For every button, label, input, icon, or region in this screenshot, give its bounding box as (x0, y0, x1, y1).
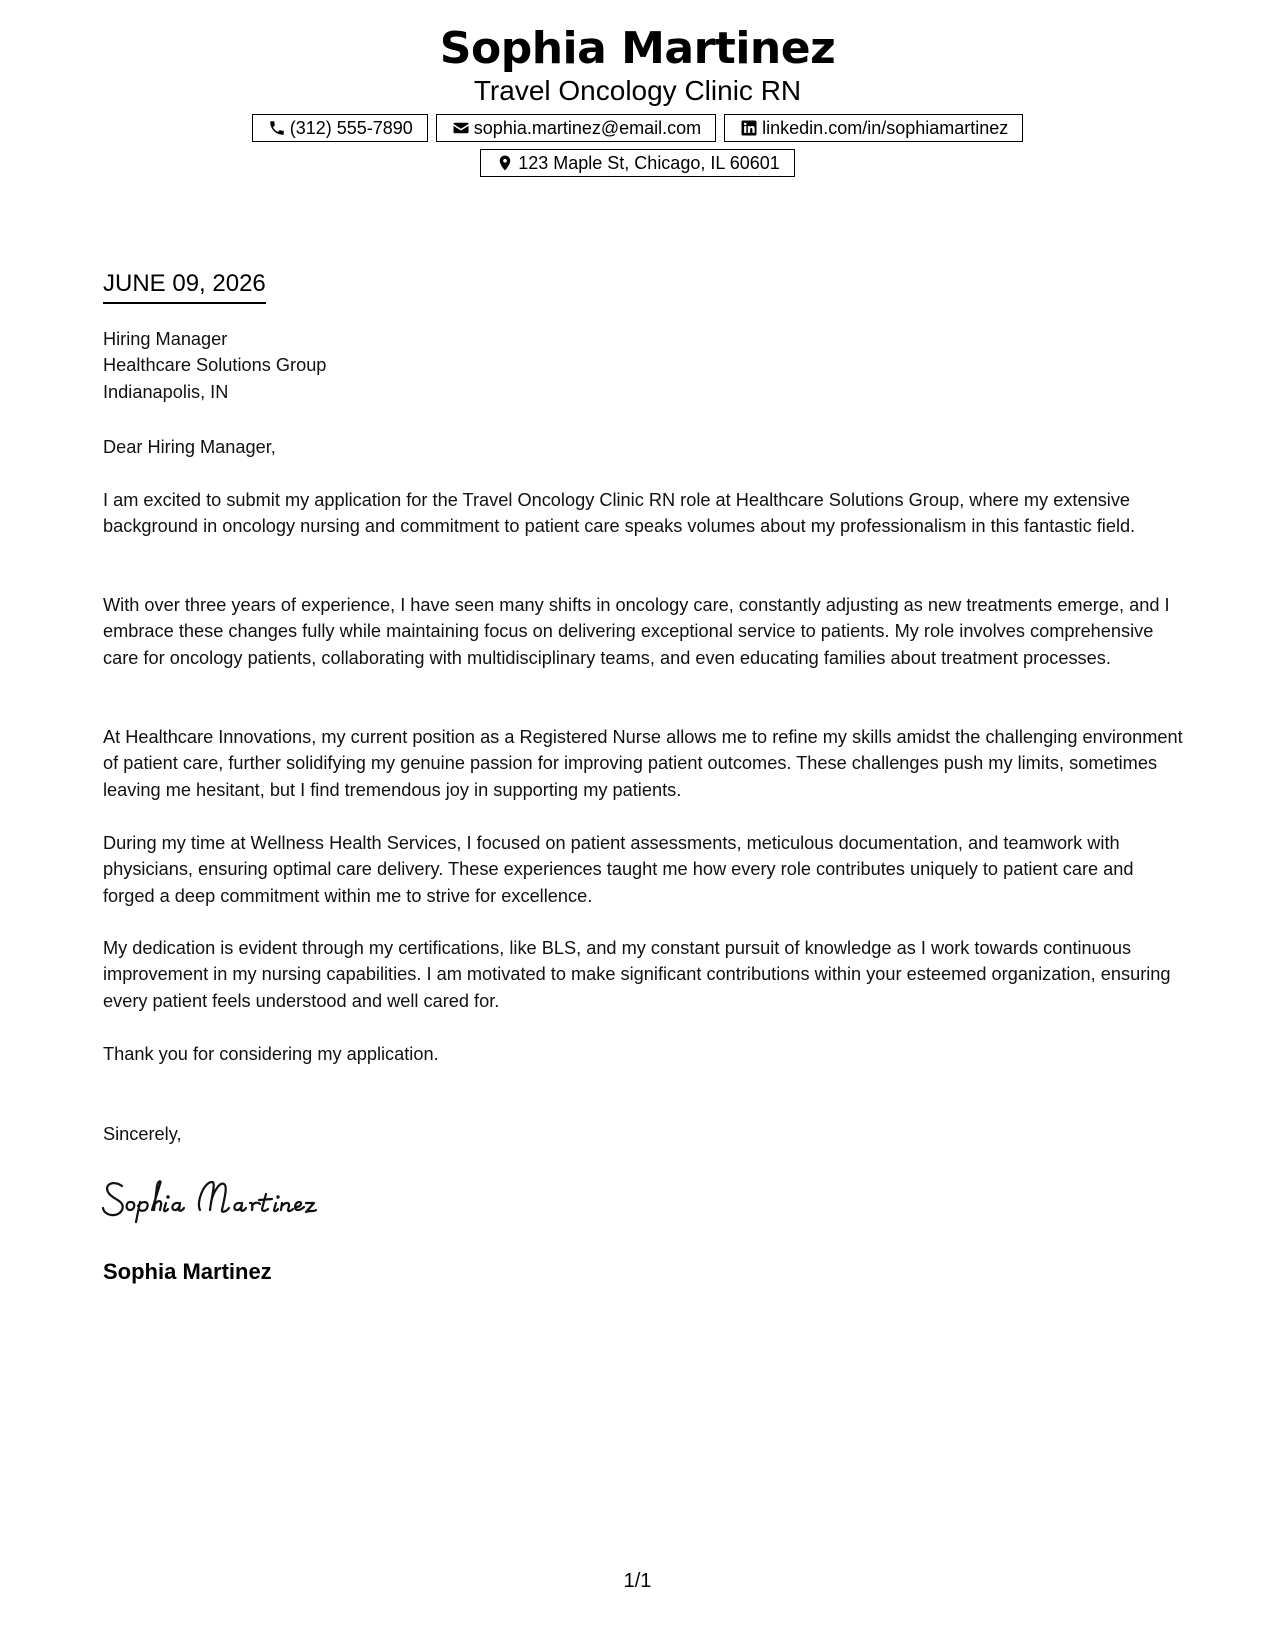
letter-paragraph: With over three years of experience, I have seen many shifts in oncology care, constantly adjusting as new treatments emerge, and I embrace these changes fully while maintaining focus on delivering exceptional service to patients. My role involves comprehensive care for oncology patients, collaborating with multidisciplinary teams, and even educating families about treatment processes. (103, 595, 1170, 668)
recipient-line: Hiring Manager (103, 329, 228, 349)
phone-text: (312) 555-7890 (289, 117, 413, 138)
address-text: 123 Maple St, Chicago, IL 60601 (518, 152, 780, 173)
letter-date: JUNE 09, 2026 (103, 270, 266, 304)
email-text: sophia.martinez@email.com (473, 117, 702, 138)
signed-name: Sophia Martinez (103, 1259, 272, 1284)
letter-paragraph: At Healthcare Innovations, my current position as a Registered Nurse allows me to refine my skills amidst the challenging environment of patient care, further solidifying my genuine passion for improving patient outcomes. These challenges push my limits, sometimes leaving me hesitant, but I find tremendous joy in supporting my patients. (103, 727, 1183, 800)
letter-paragraph: My dedication is evident through my certifications, like BLS, and my constant pursuit of knowledge as I work towards continuous improvement in my nursing capabilities. I am motivated to make significant contributions within your esteemed organization, ensuring every patient feels understood and well cared for. (103, 938, 1171, 1011)
recipient-block (103, 326, 1183, 405)
contact-row-secondary (0, 149, 1275, 177)
salutation: Dear Hiring Manager, (103, 437, 276, 457)
job-title: Travel Oncology Clinic RN (473, 75, 802, 106)
phone-icon (267, 118, 287, 138)
linkedin-text: linkedin.com/in/sophiamartinez (762, 117, 1009, 138)
page-number: 1/1 (623, 1570, 652, 1592)
recipient-line: Indianapolis, IN (103, 381, 229, 402)
phone-chip[interactable] (252, 114, 428, 142)
linkedin-chip[interactable] (724, 114, 1023, 142)
letter-paragraph: During my time at Wellness Health Services, I focused on patient assessments, meticulous documentation, and teamwork with physicians, ensuring optimal care delivery. These experiences taught me how every role contributes uniquely to patient care and forged a deep commitment within me to strive for excellence. (103, 833, 1134, 906)
address-chip (480, 149, 795, 177)
recipient-line: Healthcare Solutions Group (103, 355, 327, 376)
email-chip[interactable] (436, 114, 716, 142)
contact-row-primary (0, 114, 1275, 142)
letter-paragraph: Thank you for considering my application. (103, 1044, 439, 1064)
envelope-icon (451, 118, 471, 138)
map-pin-icon (495, 153, 515, 173)
applicant-name: Sophia Martinez (439, 23, 836, 74)
closing: Sincerely, (103, 1124, 182, 1144)
linkedin-icon (739, 118, 759, 138)
letter-paragraph: I am excited to submit my application for the Travel Oncology Clinic RN role at Healthcare Solutions Group, where my extensive background in oncology nursing and commitment to patient care speaks volumes about my professionalism in this fantastic field. (103, 490, 1136, 537)
resume-header (0, 24, 1275, 177)
handwritten-signature (100, 1172, 370, 1224)
